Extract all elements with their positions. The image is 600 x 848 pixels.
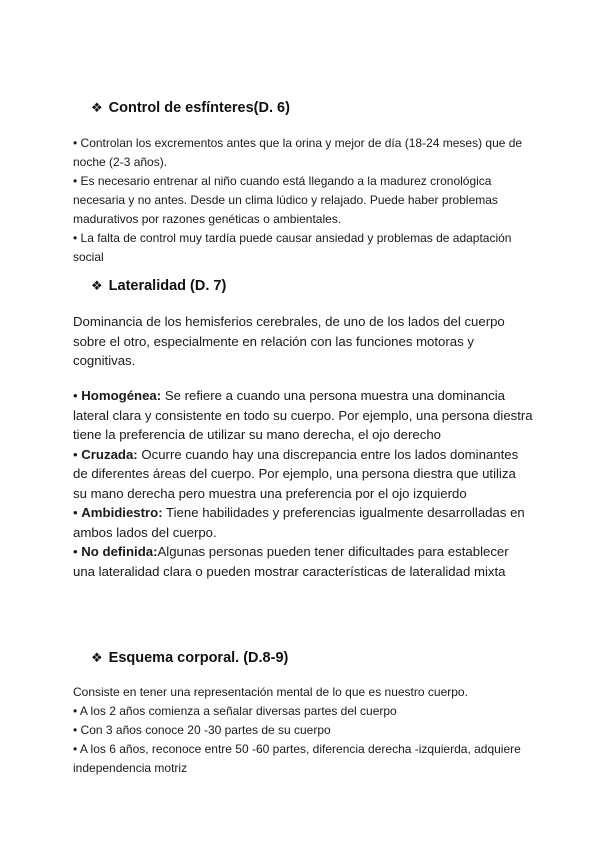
term: No definida: (81, 544, 158, 559)
definition: Algunas personas pueden tener dificultades para establecer una lateralidad clara o pueden mostrar características de lateralidad mixta (73, 544, 509, 579)
diamond-bullet-icon: ❖ (91, 650, 103, 665)
paragraph: Dominancia de los hemisferios cerebrales, de uno de los lados del cuerpo sobre el otro, especialmente en relación con las funciones motoras y cognitivas. (73, 314, 505, 368)
list-item (73, 542, 533, 581)
heading-text: Esquema corporal. (D.8-9) (108, 650, 289, 666)
heading-control-esfinteres (91, 100, 290, 116)
list-item: • La falta de control muy tardía puede causar ansiedad y problemas de adaptación social (73, 231, 512, 264)
definition: Se refiere a cuando una persona muestra una dominancia lateral clara y consistente en todo su cuerpo. Por ejemplo, una persona diestra tiene la preferencia de utilizar su mano derecha, el ojo derecho (73, 388, 533, 442)
lateralidad-intro (73, 312, 533, 371)
list-item (73, 386, 533, 445)
bullet: • (73, 505, 82, 520)
heading-text: Lateralidad (D. 7) (108, 278, 227, 294)
bullet: • (73, 388, 82, 403)
heading-lateralidad (91, 278, 226, 294)
list-item: • Controlan los excrementos antes que la orina y mejor de día (18-24 meses) que de noche (2-3 años). (73, 136, 523, 169)
bullet: • (73, 446, 82, 462)
definition: Ocurre cuando hay una discrepancia entre los lados dominantes de diferentes áreas del cuerpo. Por ejemplo, una persona diestra que utiliza su mano derecha pero muestra una preferencia por el ojo izquierdo (73, 446, 519, 501)
esquema-list (73, 683, 533, 778)
heading-text: Control de esfínteres(D. 6) (108, 100, 290, 116)
term: Ambidiestro: (81, 505, 163, 520)
list-item: • Es necesario entrenar al niño cuando está llegando a la madurez cronológica necesaria y no antes. Desde un clima lúdico y relajado. Puede haber problemas madurativos por razones genéticas o ambientales. (73, 174, 498, 226)
list-item: • Con 3 años conoce 20 -30 partes de su cuerpo (73, 723, 331, 737)
heading-esquema-corporal (91, 650, 288, 666)
paragraph: Consiste en tener una representación mental de lo que es nuestro cuerpo. (73, 685, 468, 699)
term: Cruzada: (81, 446, 138, 462)
lateralidad-types (73, 386, 533, 581)
esfinteres-list (73, 134, 533, 267)
list-item (73, 503, 533, 542)
list-item: • A los 6 años, reconoce entre 50 -60 partes, diferencia derecha -izquierda, adquiere independencia motriz (73, 742, 521, 775)
term: Homogénea: (81, 388, 162, 403)
diamond-bullet-icon: ❖ (91, 100, 103, 115)
list-item: • A los 2 años comienza a señalar diversas partes del cuerpo (73, 704, 397, 718)
bullet: • (73, 544, 82, 559)
diamond-bullet-icon: ❖ (91, 278, 103, 293)
definition: Tiene habilidades y preferencias igualmente desarrolladas en ambos lados del cuerpo. (73, 505, 525, 540)
list-item (73, 445, 533, 504)
